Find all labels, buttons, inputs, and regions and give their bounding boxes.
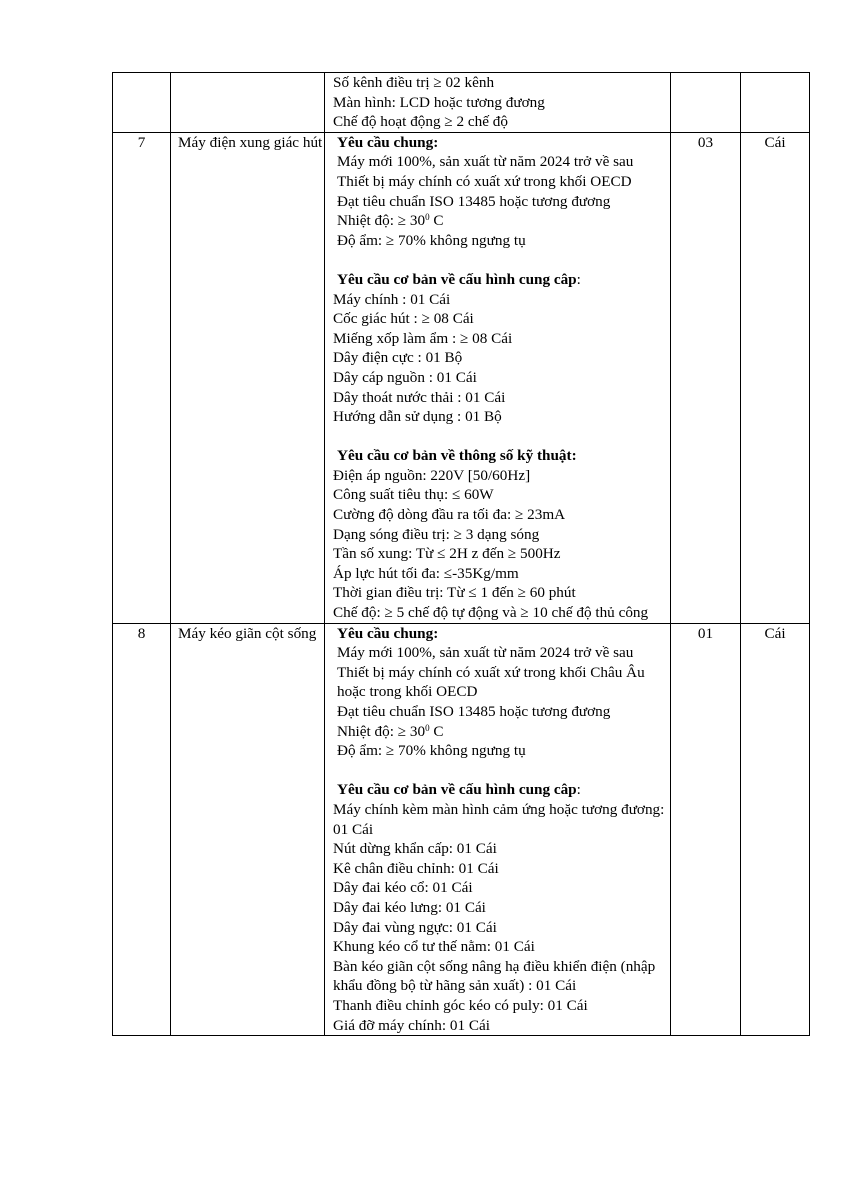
general-requirements — [333, 152, 666, 250]
general-requirements-heading: Yêu cầu chung: — [337, 624, 439, 642]
equipment-name: Máy kéo giãn cột sống — [171, 623, 325, 1035]
spec-line: Dây đai vùng ngực: 01 Cái — [333, 918, 497, 936]
spec-line: Máy chính kèm màn hình cảm ứng hoặc tương đương: 01 Cái — [333, 800, 665, 838]
spec-line: Độ ẩm: ≥ 70% không ngưng tụ — [337, 231, 526, 249]
row-number: 7 — [113, 132, 171, 623]
config-heading-colon: : — [576, 781, 581, 799]
quantity: 01 — [671, 623, 741, 1035]
spec-line: Đạt tiêu chuẩn ISO 13485 hoặc tương đương — [337, 192, 611, 210]
unit — [741, 73, 810, 133]
spec-cell — [325, 132, 671, 623]
spec-line: Bàn kéo giãn cột sống nâng hạ điều khiển điện (nhập khẩu đồng bộ từ hãng sản xuất) : 01 Cái — [333, 957, 656, 995]
spec-line: Dây đai kéo cổ: 01 Cái — [333, 879, 473, 897]
general-requirements-heading: Yêu cầu chung: — [337, 133, 439, 151]
general-requirements — [333, 643, 666, 761]
temperature-text: Nhiệt độ: ≥ 30 — [337, 212, 426, 230]
spec-cell — [325, 73, 671, 133]
spec-line: Thiết bị máy chính có xuất xứ trong khối OECD — [337, 172, 632, 190]
spec-line: Cường độ dòng đầu ra tối đa: ≥ 23mA — [333, 506, 566, 524]
spec-line: Khung kéo cổ tư thế nằm: 01 Cái — [333, 938, 535, 956]
config-heading: Yêu cầu cơ bản về cấu hình cung câp — [337, 270, 577, 288]
spec-line: Màn hình: LCD hoặc tương đương — [333, 93, 545, 111]
spec-line: Dây đai kéo lưng: 01 Cái — [333, 898, 486, 916]
spec-line: Thiết bị máy chính có xuất xứ trong khối Châu Âu hoặc trong khối OECD — [337, 663, 645, 701]
spec-line: Dây cáp nguồn : 01 Cái — [333, 368, 477, 386]
spec-line: Công suất tiêu thụ: ≤ 60W — [333, 486, 494, 504]
config-heading: Yêu cầu cơ bản về cấu hình cung câp — [337, 781, 577, 799]
temperature-line — [337, 722, 666, 742]
table-row — [113, 132, 810, 623]
spec-line: Dây thoát nước thải : 01 Cái — [333, 388, 506, 406]
config-heading-line — [333, 270, 666, 290]
temperature-line — [337, 211, 666, 231]
unit: Cái — [741, 623, 810, 1035]
config-heading-colon: : — [576, 270, 581, 288]
quantity — [671, 73, 741, 133]
degree-superscript: 0 — [425, 722, 430, 733]
spec-line: Tần số xung: Từ ≤ 2H z đến ≥ 500Hz — [333, 545, 561, 563]
spec-line: Cốc giác hút : ≥ 08 Cái — [333, 310, 474, 328]
config-heading-line — [333, 780, 666, 800]
spec-line: Máy mới 100%, sản xuất từ năm 2024 trở về sau — [337, 153, 634, 171]
row-number: 8 — [113, 623, 171, 1035]
spec-line: Dạng sóng điều trị: ≥ 3 dạng sóng — [333, 525, 540, 543]
spec-line: Máy chính : 01 Cái — [333, 290, 451, 308]
quantity: 03 — [671, 132, 741, 623]
spec-line: Kê chân điều chỉnh: 01 Cái — [333, 859, 499, 877]
temperature-unit: C — [429, 212, 444, 230]
spec-line: Áp lực hút tối đa: ≤-35Kg/mm — [333, 564, 519, 582]
spec-line: Độ ẩm: ≥ 70% không ngưng tụ — [337, 742, 526, 760]
table-row — [113, 623, 810, 1035]
degree-superscript: 0 — [425, 212, 430, 223]
spec-line: Số kênh điều trị ≥ 02 kênh — [333, 74, 495, 91]
spec-line: Thời gian điều trị: Từ ≤ 1 đến ≥ 60 phút — [333, 584, 576, 602]
spec-line: Miếng xốp làm ẩm : ≥ 08 Cái — [333, 329, 513, 347]
spec-line: Máy mới 100%, sản xuất từ năm 2024 trở về sau — [337, 644, 634, 662]
temperature-unit: C — [429, 722, 444, 740]
unit: Cái — [741, 132, 810, 623]
equipment-name: Máy điện xung giác hút — [171, 132, 325, 623]
row-number — [113, 73, 171, 133]
spec-cell — [325, 623, 671, 1035]
spec-line: Dây điện cực : 01 Bộ — [333, 349, 463, 367]
spec-line: Giá đỡ máy chính: 01 Cái — [333, 1016, 490, 1034]
table-row — [113, 73, 810, 133]
equipment-name — [171, 73, 325, 133]
spec-line: Chế độ: ≥ 5 chế độ tự động và ≥ 10 chế độ thủ công — [333, 604, 649, 622]
spec-line: Nút dừng khẩn cấp: 01 Cái — [333, 840, 497, 858]
temperature-text: Nhiệt độ: ≥ 30 — [337, 722, 426, 740]
spec-line: Hướng dẫn sử dụng : 01 Bộ — [333, 408, 502, 426]
tech-spec-heading: Yêu cầu cơ bản về thông số kỹ thuật: — [337, 447, 577, 465]
spec-line: Thanh điều chỉnh góc kéo có puly: 01 Cái — [333, 996, 588, 1014]
equipment-spec-table — [112, 72, 810, 1036]
spec-line: Chế độ hoạt động ≥ 2 chế độ — [333, 113, 508, 131]
spec-line: Điện áp nguồn: 220V [50/60Hz] — [333, 466, 531, 484]
spec-line: Đạt tiêu chuẩn ISO 13485 hoặc tương đương — [337, 703, 611, 720]
